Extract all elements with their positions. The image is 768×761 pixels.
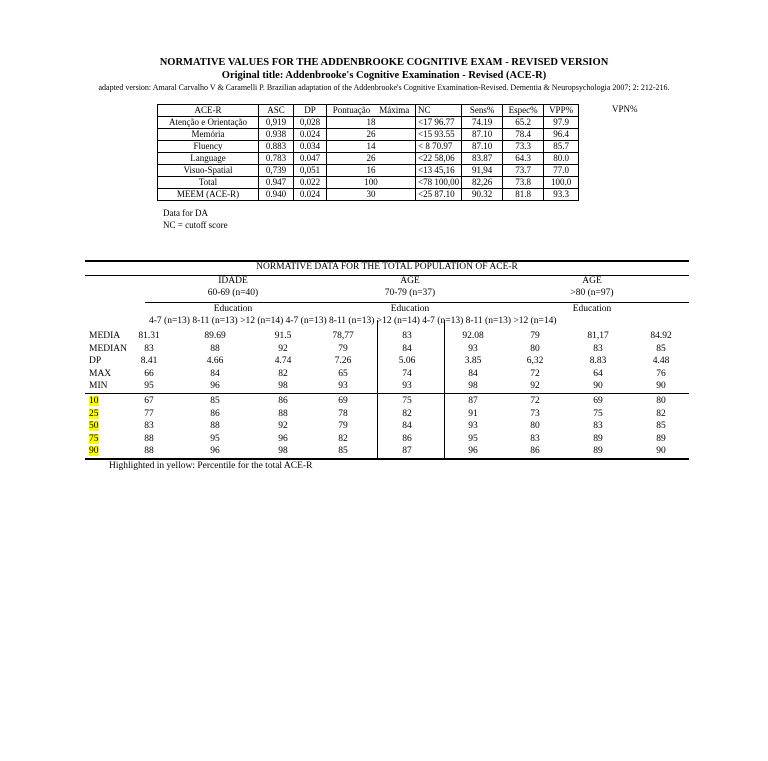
table-cell: 81.31: [138, 331, 160, 341]
cell-value: 0.034: [299, 141, 321, 151]
cell-value: 85.7: [553, 141, 569, 151]
table-cell: [462, 117, 503, 129]
cell-value: 87.10: [434, 189, 455, 199]
table-cell: [503, 129, 544, 141]
table-cell: 72: [530, 368, 540, 379]
cell-value: 100.0: [550, 177, 572, 187]
table-cell: [158, 117, 259, 129]
cell-value: 18: [366, 117, 376, 127]
cell-value: 0.022: [299, 177, 321, 187]
table-cell: [327, 117, 416, 129]
cell-value: <13: [418, 165, 433, 175]
education-label: Education: [572, 304, 612, 314]
cell-value: 87.10: [471, 141, 493, 151]
cell-value: 70.97: [432, 141, 453, 151]
cell-value: 93.3: [553, 189, 569, 199]
table-cell: 98: [278, 381, 288, 391]
table-cell: 82: [278, 368, 288, 379]
table-cell: 92: [278, 421, 288, 431]
table-cell: 3.85: [464, 356, 482, 366]
table-cell: 92.08: [462, 331, 484, 341]
table-cell: [327, 129, 416, 141]
column-header: Pontuação Máxima: [327, 105, 416, 117]
table-cell: [503, 189, 544, 201]
cell-value: 91,94: [471, 165, 493, 175]
table-cell: 79: [530, 331, 540, 341]
table-cell: 87: [402, 446, 412, 456]
note-cutoff: NC = cutoff score: [163, 220, 228, 230]
group-header-line2: 70-79 (n=37): [384, 288, 436, 298]
cell-value: 0.024: [299, 189, 321, 199]
percentile-label: 25: [89, 408, 99, 419]
cell-value: 26: [366, 129, 376, 139]
table-cell: 78,77: [332, 331, 354, 341]
table-cell: 82: [402, 408, 412, 419]
cell-value: 0,028: [299, 117, 321, 127]
percentile-label: 75: [89, 433, 99, 444]
cell-value: 0.938: [265, 129, 287, 139]
table-row: [158, 177, 579, 189]
table-cell: [158, 129, 259, 141]
table-cell: [462, 177, 503, 189]
table-cell: [327, 177, 416, 189]
table-cell: [416, 129, 462, 141]
table-cell: [462, 189, 503, 201]
table-cell: [503, 165, 544, 177]
table-header-row: [158, 105, 579, 117]
cell-value: 0.947: [265, 177, 287, 187]
table-cell: 96: [210, 446, 220, 456]
column-divider: [444, 320, 445, 458]
table-cell: [503, 141, 544, 153]
table-cell: 69: [593, 396, 603, 406]
cell-value: 73.8: [515, 177, 531, 187]
table-cell: [158, 177, 259, 189]
table-cell: [544, 177, 579, 189]
table-cell: 90: [656, 446, 666, 456]
table-cell: [294, 153, 327, 165]
cell-value: 80.0: [553, 153, 569, 163]
table-cell: 95: [468, 433, 478, 444]
table-cell: 8.41: [140, 356, 158, 366]
table-cell: [158, 141, 259, 153]
table-cell: [158, 165, 259, 177]
column-header-vpn: VPN%: [612, 104, 638, 114]
table-cell: [462, 165, 503, 177]
rule: [85, 393, 689, 394]
table-cell: 88: [144, 446, 154, 456]
education-label: Education: [213, 304, 253, 314]
table-cell: [544, 165, 579, 177]
table-row: [158, 141, 579, 153]
table-cell: [294, 141, 327, 153]
table-cell: [416, 177, 462, 189]
table-cell: 83: [402, 331, 412, 341]
footnote: Highlighted in yellow: Percentile for the total ACE-R: [109, 461, 313, 471]
cell-value: MEEM (ACE-R): [176, 189, 240, 199]
table-row: [158, 153, 579, 165]
rule: [85, 458, 689, 460]
cell-value: < 8: [418, 141, 430, 151]
group-header-line2: 60-69 (n=40): [207, 288, 259, 298]
table-cell: 83: [144, 421, 154, 431]
table-cell: 98: [278, 446, 288, 456]
table-cell: 83: [530, 433, 540, 444]
table-cell: 88: [144, 433, 154, 444]
table-cell: 80: [656, 396, 666, 406]
column-header: VPP%: [544, 105, 579, 117]
table-cell: 66: [144, 368, 154, 379]
table-cell: [259, 165, 294, 177]
table-cell: 82: [656, 408, 666, 419]
cell-value: 83.87: [471, 153, 493, 163]
cell-value: 73.7: [515, 165, 531, 175]
table-cell: [294, 189, 327, 201]
table-row: [158, 129, 579, 141]
column-header: Sens%: [462, 105, 503, 117]
table-cell: 93: [468, 343, 478, 354]
table-cell: [158, 189, 259, 201]
cell-value: 87.10: [471, 129, 493, 139]
table-cell: 89.69: [204, 331, 226, 341]
document-subtitle: Original title: Addenbrooke's Cognitive Examination - Revised (ACE-R): [221, 70, 547, 81]
cell-value: 0,739: [265, 165, 287, 175]
table-cell: 4.48: [652, 356, 670, 366]
cell-value: 96.4: [553, 129, 569, 139]
table-cell: [259, 129, 294, 141]
table-cell: [544, 117, 579, 129]
cell-value: 77.0: [553, 165, 569, 175]
table-cell: 84.92: [650, 331, 672, 341]
table-cell: 6,32: [526, 356, 544, 366]
table-cell: 65: [338, 368, 348, 379]
table-cell: 93: [338, 381, 348, 391]
adapted-citation: adapted version: Amaral Carvalho V & Caramelli P. Brazilian adaptation of the Addenbrooke's Cognitive Examination-Revised. Dementia & Neuropsychologia 2007; 2: 212-216.: [98, 83, 670, 92]
table-cell: 86: [278, 396, 288, 406]
table-cell: 82: [338, 433, 348, 444]
table-cell: 89: [656, 433, 666, 444]
table-cell: 90: [656, 381, 666, 391]
percentile-label: 90: [89, 446, 99, 456]
table-cell: [158, 153, 259, 165]
table-cell: 89: [593, 433, 603, 444]
table-cell: [259, 141, 294, 153]
table-cell: 76: [656, 368, 666, 379]
table-cell: [327, 189, 416, 201]
cell-value: 0.883: [265, 141, 287, 151]
ace-r-cutoff-table: [157, 104, 579, 201]
table-cell: [416, 153, 462, 165]
table-cell: 93: [402, 381, 412, 391]
table-cell: [544, 141, 579, 153]
table-cell: 85: [338, 446, 348, 456]
table-cell: 84: [468, 368, 478, 379]
table-cell: [503, 117, 544, 129]
table-cell: 78: [338, 408, 348, 419]
table-cell: 96: [278, 433, 288, 444]
table-cell: 80: [530, 421, 540, 431]
table-cell: 91: [468, 408, 478, 419]
table-cell: [294, 165, 327, 177]
cell-value: 0,919: [265, 117, 287, 127]
table-cell: 84: [402, 343, 412, 354]
table-cell: [544, 153, 579, 165]
education-label: Education: [390, 304, 430, 314]
table-cell: [259, 177, 294, 189]
stat-label: MEDIA: [89, 331, 121, 341]
table-cell: 74: [402, 368, 412, 379]
table-cell: 81,17: [587, 331, 609, 341]
table-cell: 80: [530, 343, 540, 354]
document-title: NORMATIVE VALUES FOR THE ADDENBROOKE COGNITIVE EXAM - REVISED VERSION: [159, 57, 609, 68]
cell-value: Visuo-Spatial: [183, 165, 233, 175]
rule: [145, 302, 689, 303]
table-cell: 77: [144, 408, 154, 419]
table-cell: 84: [210, 368, 220, 379]
table-row: [158, 165, 579, 177]
table-cell: [416, 117, 462, 129]
table-cell: [416, 189, 462, 201]
cell-value: 64.3: [515, 153, 531, 163]
percentile-label: 50: [89, 421, 99, 431]
table-cell: 87: [468, 396, 478, 406]
cell-value: 82,26: [471, 177, 493, 187]
table-cell: [327, 165, 416, 177]
table-cell: 86: [530, 446, 540, 456]
table-cell: 83: [144, 343, 154, 354]
cell-value: 90.32: [471, 189, 493, 199]
table-cell: 85: [210, 396, 220, 406]
cell-value: 65.2: [515, 117, 531, 127]
table-cell: 92: [530, 381, 540, 391]
table-cell: [294, 129, 327, 141]
stat-label: MIN: [89, 381, 108, 391]
table-title: NORMATIVE DATA FOR THE TOTAL POPULATION OF ACE-R: [256, 262, 518, 272]
cell-value: 78.4: [515, 129, 531, 139]
table-cell: 4.66: [206, 356, 224, 366]
group-header-line1: IDADE: [218, 276, 248, 286]
cell-value: 16: [366, 165, 376, 175]
note-data-for-da: Data for DA: [163, 208, 208, 218]
table-cell: [327, 141, 416, 153]
column-header: Espec%: [503, 105, 544, 117]
cell-value: 45,16: [434, 165, 455, 175]
cell-value: 81.8: [515, 189, 531, 199]
table-cell: [416, 165, 462, 177]
table-cell: [544, 129, 579, 141]
column-header: NC: [416, 105, 462, 117]
table-cell: [294, 177, 327, 189]
table-cell: 91.5: [274, 331, 292, 341]
group-header-line1: AGE: [400, 276, 420, 286]
table-cell: [462, 129, 503, 141]
table-cell: 86: [210, 408, 220, 419]
cell-value: 30: [366, 189, 376, 199]
table-cell: [503, 153, 544, 165]
table-cell: 95: [210, 433, 220, 444]
cell-value: 100: [364, 177, 378, 187]
table-cell: 84: [402, 421, 412, 431]
cell-value: Language: [190, 153, 226, 163]
cell-value: Atenção e Orientação: [169, 117, 247, 127]
cell-value: 73.3: [515, 141, 531, 151]
cell-value: 0.940: [265, 189, 287, 199]
table-cell: 73: [530, 408, 540, 419]
stat-label: MEDIAN: [89, 343, 127, 354]
cell-value: 0.024: [299, 129, 321, 139]
table-cell: [259, 153, 294, 165]
cell-value: 100,00: [434, 177, 460, 187]
group-header-line2: >80 (n=97): [570, 288, 614, 298]
table-cell: [544, 189, 579, 201]
table-cell: 79: [338, 421, 348, 431]
table-cell: 83: [593, 343, 603, 354]
table-cell: 85: [656, 343, 666, 354]
table-cell: [294, 117, 327, 129]
cell-value: <15: [418, 129, 433, 139]
cell-value: 0.783: [265, 153, 287, 163]
cell-value: 74.19: [471, 117, 493, 127]
table-cell: 88: [210, 343, 220, 354]
cell-value: <78: [418, 177, 433, 187]
cell-value: 96.77: [434, 117, 455, 127]
table-cell: [327, 153, 416, 165]
table-cell: 96: [468, 446, 478, 456]
table-cell: 4.74: [274, 356, 292, 366]
cell-value: 0.047: [299, 153, 321, 163]
table-cell: 98: [468, 381, 478, 391]
table-cell: 92: [278, 343, 288, 354]
table-cell: 88: [278, 408, 288, 419]
cell-value: 93.55: [434, 129, 455, 139]
cell-value: 58,06: [434, 153, 455, 163]
education-subheaders: 4-7 (n=13) 8-11 (n=13) >12 (n=14) 4-7 (n=13) 8-11 (n=13) >12 (n=14) 4-7 (n=13) 8-11 (n=13) >12 (n=14): [149, 316, 557, 326]
table-cell: 93: [468, 421, 478, 431]
table-cell: 67: [144, 396, 154, 406]
table-cell: 85: [656, 421, 666, 431]
table-cell: [416, 141, 462, 153]
table-cell: 95: [144, 381, 154, 391]
column-header: DP: [294, 105, 327, 117]
table-cell: [259, 189, 294, 201]
cell-value: Total: [198, 177, 218, 187]
table-cell: 90: [593, 381, 603, 391]
column-divider: [377, 320, 378, 458]
table-cell: 5.06: [398, 356, 416, 366]
table-cell: 72: [530, 396, 540, 406]
cell-value: <25: [418, 189, 433, 199]
table-cell: 83: [593, 421, 603, 431]
cell-value: 26: [366, 153, 376, 163]
cell-value: <22: [418, 153, 433, 163]
cell-value: Memória: [191, 129, 225, 139]
column-header: ASC: [259, 105, 294, 117]
table-cell: 69: [338, 396, 348, 406]
table-cell: [503, 177, 544, 189]
table-cell: 75: [593, 408, 603, 419]
table-cell: 79: [338, 343, 348, 354]
group-header-line1: AGE: [582, 276, 602, 286]
cell-value: <17: [418, 117, 433, 127]
cell-value: 97.9: [553, 117, 569, 127]
table-cell: 8.83: [589, 356, 607, 366]
cell-value: 0,051: [299, 165, 321, 175]
table-cell: 64: [593, 368, 603, 379]
table-cell: 89: [593, 446, 603, 456]
table-cell: 75: [402, 396, 412, 406]
stat-label: MAX: [89, 368, 112, 379]
column-header: ACE-R: [158, 105, 259, 117]
table-row: [158, 189, 579, 201]
cell-value: Fluency: [193, 141, 223, 151]
table-cell: [462, 141, 503, 153]
table-row: [158, 117, 579, 129]
table-cell: 7.26: [334, 356, 352, 366]
table-cell: [462, 153, 503, 165]
table-cell: [259, 117, 294, 129]
table-cell: 96: [210, 381, 220, 391]
cell-value: 14: [366, 141, 376, 151]
stat-label: DP: [89, 356, 102, 366]
table-cell: 86: [402, 433, 412, 444]
percentile-label: 10: [89, 396, 99, 406]
table-cell: 88: [210, 421, 220, 431]
